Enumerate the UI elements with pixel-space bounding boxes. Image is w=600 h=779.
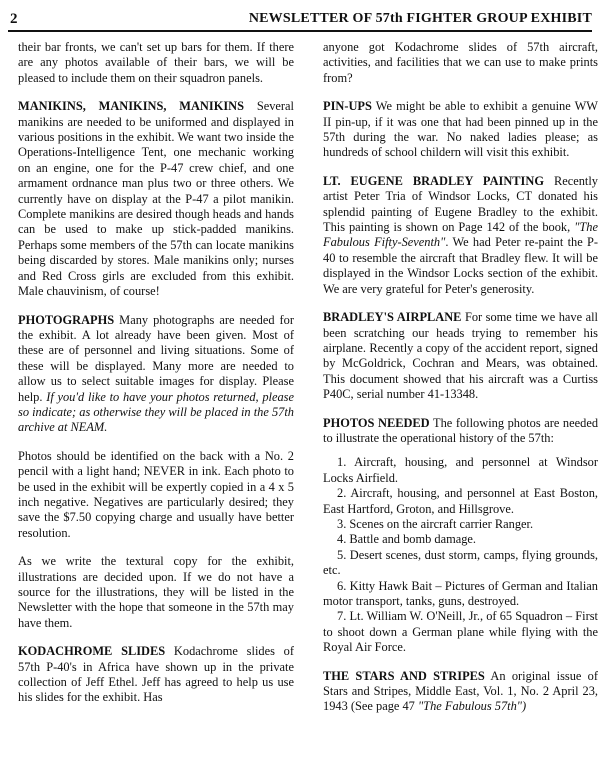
bradley-airplane-section bbox=[323, 310, 598, 402]
list-item: 7. Lt. William W. O'Neill, Jr., of 65 Squadron – First to shoot down a German plane while flying with the Royal Air Force. bbox=[323, 609, 598, 655]
left-column bbox=[18, 40, 294, 771]
photographs-heading: PHOTOGRAPHS bbox=[18, 312, 115, 327]
continued-text: their bar fronts, we can't set up bars for them. If there are any photos available of their bars, we will be pleased to include them on their squadron panels. bbox=[18, 40, 294, 85]
newsletter-title: NEWSLETTER OF 57th FIGHTER GROUP EXHIBIT bbox=[248, 11, 592, 26]
photos-identified-paragraph bbox=[18, 449, 294, 541]
kodachrome-section bbox=[18, 644, 294, 706]
list-item: 2. Aircraft, housing, and personnel at East Boston, East Hartford, Groton, and Hillsgrove. bbox=[323, 486, 598, 516]
list-item: 4. Battle and bomb damage. bbox=[337, 532, 477, 547]
stars-stripes-heading: THE STARS AND STRIPES bbox=[323, 668, 485, 683]
stars-stripes-section bbox=[323, 669, 598, 715]
textural-text: As we write the textural copy for the exhibit, illustrations are decided upon. If we do not have a source for the illustrations, they will be listed in the Newsletter with the hope that someone in the 57th may have them. bbox=[18, 554, 294, 630]
manikins-section bbox=[18, 99, 294, 299]
book-title: "The Fabulous Fifty-Seventh" bbox=[323, 220, 598, 250]
photographs-section bbox=[18, 313, 294, 436]
kodachrome-text: Kodachrome slides of 57th P-40's in Africa have shown up in the private collection of Jeff Ethel. Jeff has agreed to help us use his slides for the exhibit. Has bbox=[18, 644, 294, 705]
pinups-heading: PIN-UPS bbox=[323, 99, 372, 114]
page-header bbox=[8, 6, 592, 32]
stars-stripes-italic: "The Fabulous 57th") bbox=[417, 699, 527, 714]
pinups-section bbox=[323, 99, 598, 161]
photographs-text: Many photographs are needed for the exhibit. A lot already have been given. Most of these are of personnel and living situations. Some of these will be displayed. Many more are needed to allow us to select suitable images for display. Please help. bbox=[18, 312, 294, 404]
kodachrome-heading: KODACHROME SLIDES bbox=[18, 644, 166, 659]
photographs-italic-note: If you'd like to have your photos returned, please so indicate; as otherwise they will be placed in the 57th archive at NEAM. bbox=[18, 389, 294, 435]
manikins-heading: MANIKINS, MANIKINS, MANIKINS bbox=[18, 99, 244, 114]
bradley-painting-text-a: Recently artist Peter Tria of Windsor Locks, CT donated his splendid painting of Eugene Bradley to the exhibit. This painting is shown on Page 142 of the book, bbox=[323, 173, 598, 235]
photos-needed-list bbox=[323, 455, 598, 655]
list-item: 5. Desert scenes, dust storm, camps, flying grounds, etc. bbox=[323, 547, 598, 578]
bradley-painting-text-b: . We had Peter re-paint the P-40 to resemble the aircraft that Bradley flew. It will be displayed in the Windsor Locks section of the exhibit. We are very grateful for Peter's generosity. bbox=[323, 235, 598, 296]
bradley-painting-heading: LT. EUGENE BRADLEY PAINTING bbox=[323, 173, 544, 188]
photos-needed-text: The following photos are needed to illustrate the operational history of the 57th: bbox=[323, 415, 598, 445]
textural-paragraph bbox=[18, 554, 294, 631]
bradley-painting-section bbox=[323, 174, 598, 297]
photos-needed-section bbox=[323, 416, 598, 447]
page-number: 2 bbox=[10, 11, 18, 27]
continued-text-right: anyone got Kodachrome slides of 57th aircraft, activities, and facilities that we can use to make prints from? bbox=[323, 40, 598, 85]
photos-identified-text: Photos should be identified on the back with a No. 2 pencil with a light hand; NEVER in ink. Each photo to be used in the exhibit will be expertly copied in a 4 x 5 inch negative. Negatives are particularly desired; they save the $7.50 copying charge and usually have better resolution. bbox=[18, 448, 294, 540]
list-item: 1. Aircraft, housing, and personnel at Windsor Locks Airfield. bbox=[323, 455, 598, 485]
bradley-airplane-text: For some time we have all been scratching our heads trying to remember his airplane. Recently a copy of the accident report, signed by McGoldrick, Cochran and Mears, was obtained. This document showed that his aircraft was a Curtiss P40C, serial number 41-13348. bbox=[323, 310, 598, 402]
continued-paragraph-right bbox=[323, 40, 598, 86]
pinups-text: We might be able to exhibit a genuine WW II pin-up, if it was one that had been pinned up in the 57th during the war. No naked ladies please; as hundreds of school childern will visit this exhibit. bbox=[323, 99, 598, 160]
photos-needed-heading: PHOTOS NEEDED bbox=[323, 415, 430, 430]
list-item: 3. Scenes on the aircraft carrier Ranger. bbox=[337, 516, 534, 531]
manikins-text: Several manikins are needed to be uniformed and displayed in various positions in the exhibit. We want two inside the Operations-Intelligence Tent, one mechanic working on an engine, one for the P-47 crew chief, and one armament ordnance man plus two or three others. We currently have on display at the P-47 a pilot manikin. Complete manikins are desired though heads and hands can be used to make up stick-padded manikins. Perhaps some members of the 57th can locate manikins being discarded by stores. Male manikins only; nurses and Red Cross girls are excluded from this exhibit. Male chauvinism, of course! bbox=[18, 99, 294, 299]
list-item: 6. Kitty Hawk Bait – Pictures of German and Italian motor transport, tanks, guns, destroyed. bbox=[323, 578, 598, 608]
stars-stripes-text: An original issue of Stars and Stripes, Middle East, Vol. 1, No. 2 April 23, 1943 (See page 47 bbox=[323, 668, 598, 714]
continued-paragraph bbox=[18, 40, 294, 86]
bradley-airplane-heading: BRADLEY'S AIRPLANE bbox=[323, 310, 462, 325]
right-column bbox=[323, 40, 598, 771]
